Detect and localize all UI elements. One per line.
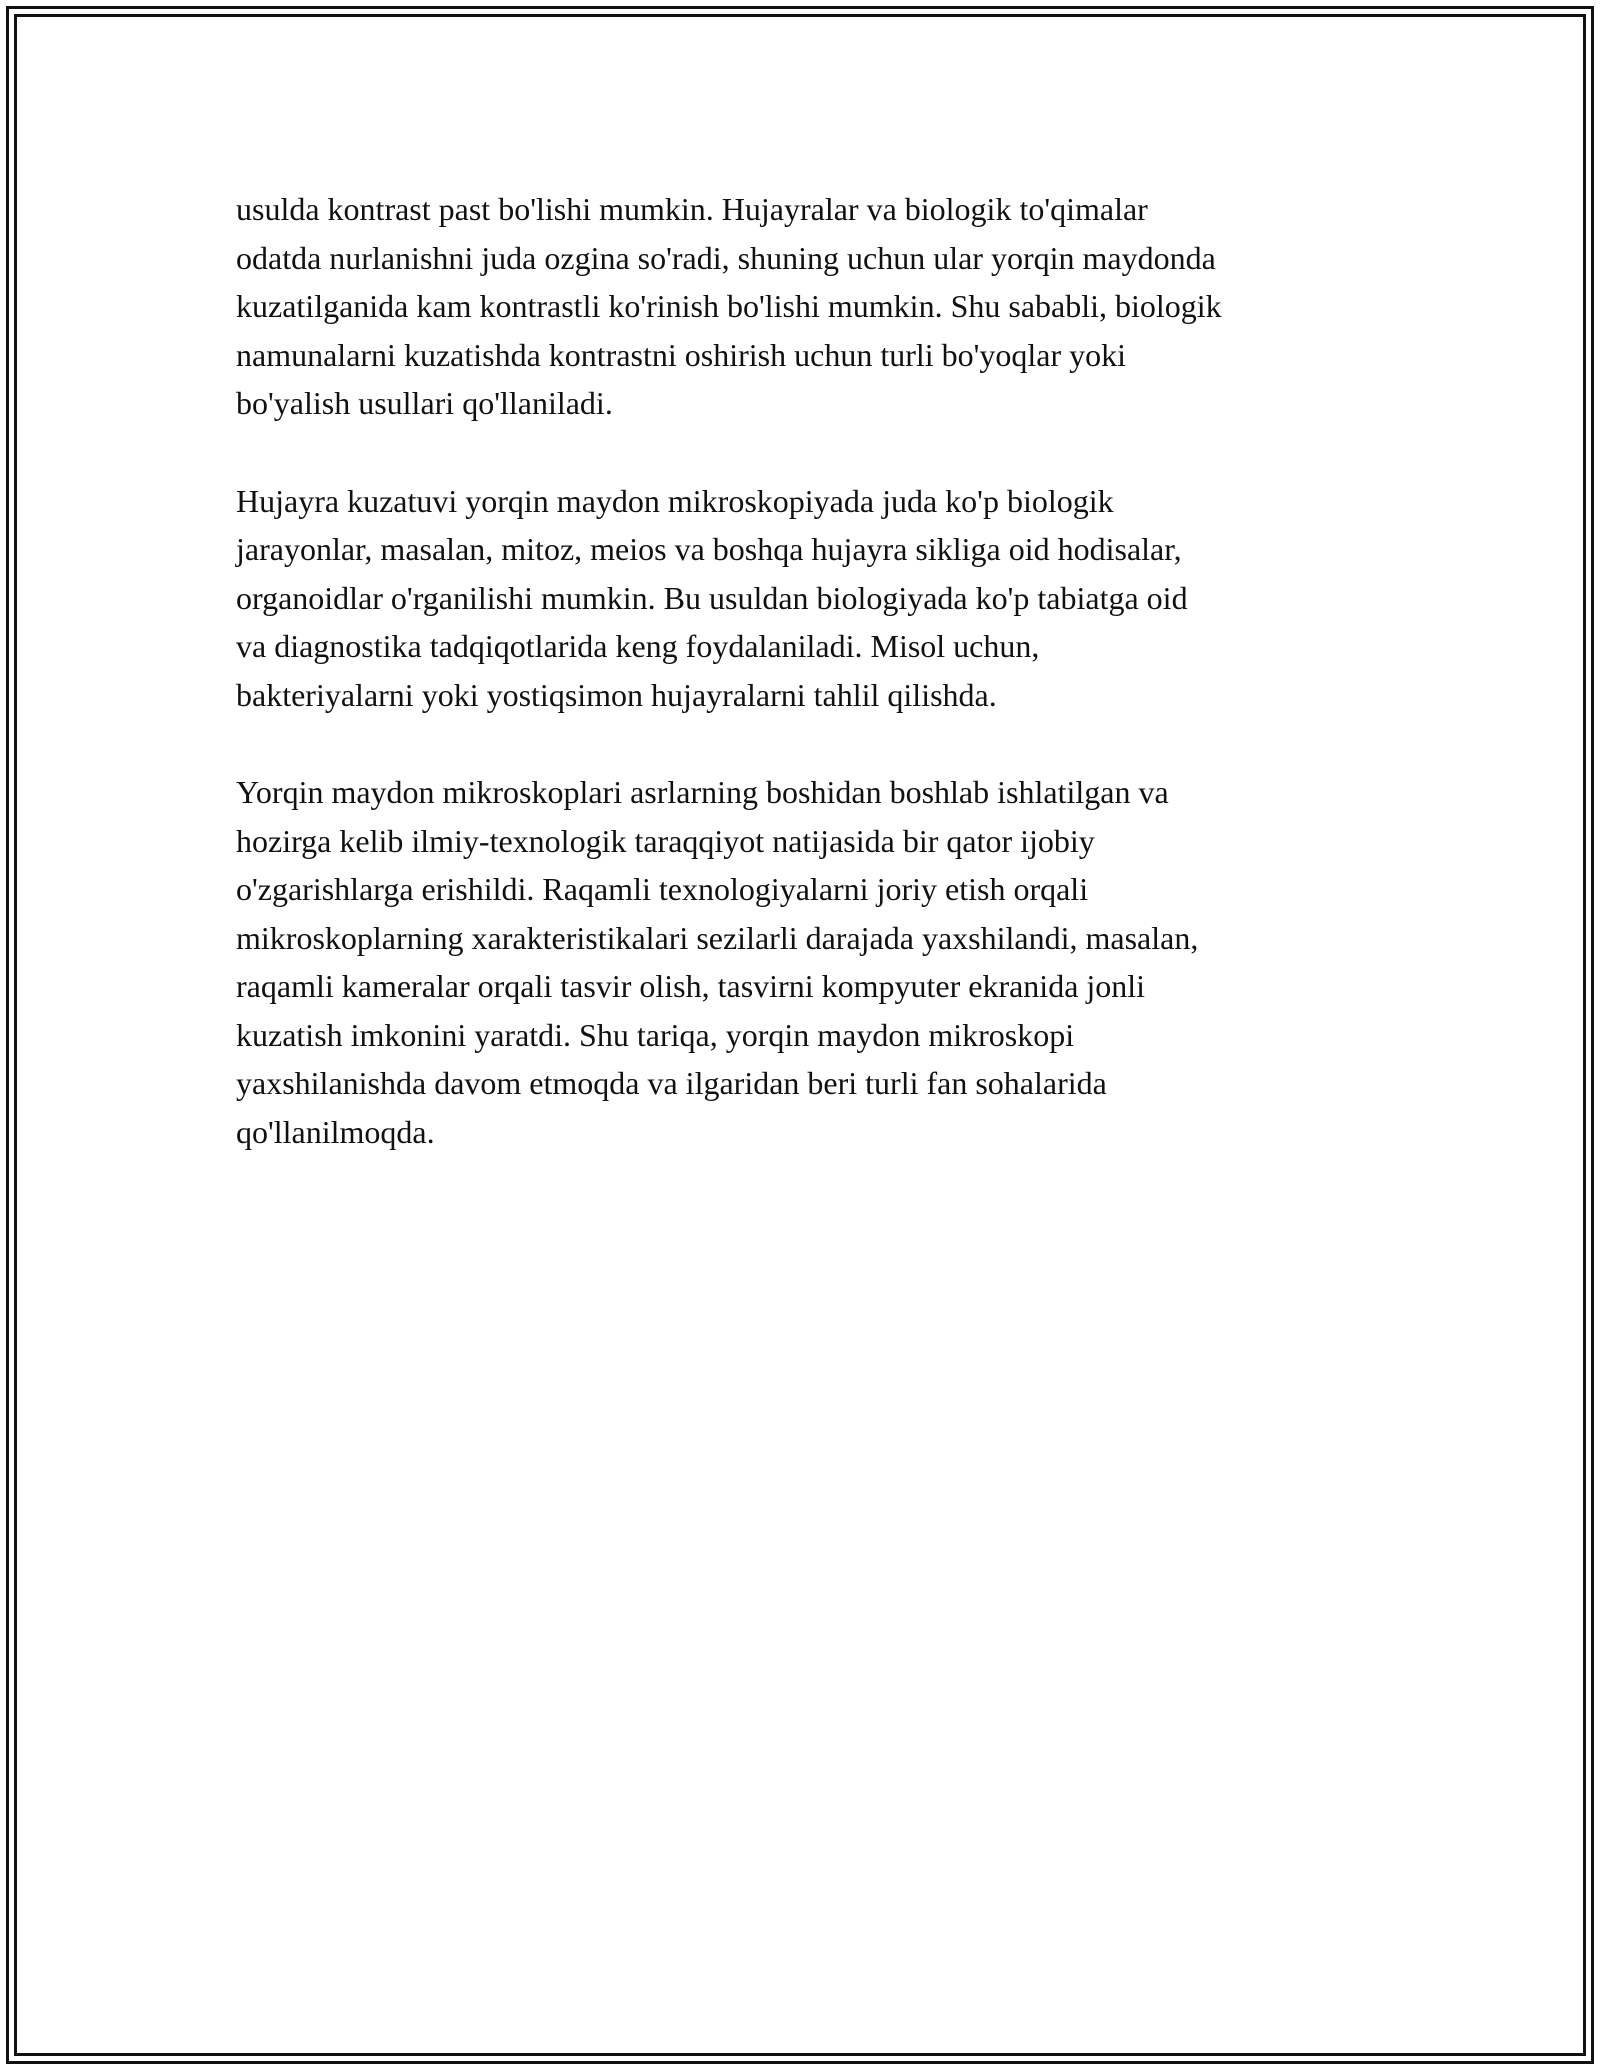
paragraph-cell-observation: Hujayra kuzatuvi yorqin maydon mikroskopiyada juda ko'p biologik jarayonlar, masalan, mitoz, meios va boshqa hujayra sikliga oid hodisalar, organoidlar o'rganilishi mumkin. Bu usuldan biologiyada ko'p tabiatga oid va diagnostika tadqiqotlarida keng foydalaniladi. Misol uchun, bakteriyalarni yoki yostiqsimon hujayralarni tahlil qilishda. xyxy=(236,482,1188,713)
document-body xyxy=(236,185,1386,1205)
paragraph-history: Yorqin maydon mikroskoplari asrlarning boshidan boshlab ishlatilgan va hozirga kelib ilmiy-texnologik taraqqiyot natijasida bir qator ijobiy o'zgarishlarga erishildi. Raqamli texnologiyalarni joriy etish orqali mikroskoplarning xarakteristikalari sezilarli darajada yaxshilandi, masalan, raqamli kameralar orqali tasvir olish, tasvirni kompyuter ekranida jonli kuzatish imkonini yaratdi. Shu tariqa, yorqin maydon mikroskopi yaxshilanishda davom etmoqda va ilgaridan beri turli fan sohalarida qo'llanilmoqda. xyxy=(236,774,1199,1150)
paragraph-contrast: usulda kontrast past bo'lishi mumkin. Hujayralar va biologik to'qimalar odatda nurlanishni juda ozgina so'radi, shuning uchun ular yorqin maydonda kuzatilganida kam kontrastli ko'rinish bo'lishi mumkin. Shu sababli, biologik namunalarni kuzatishda kontrastni oshirish uchun turli bo'yoqlar yoki bo'yalish usullari qo'llaniladi. xyxy=(236,191,1222,421)
